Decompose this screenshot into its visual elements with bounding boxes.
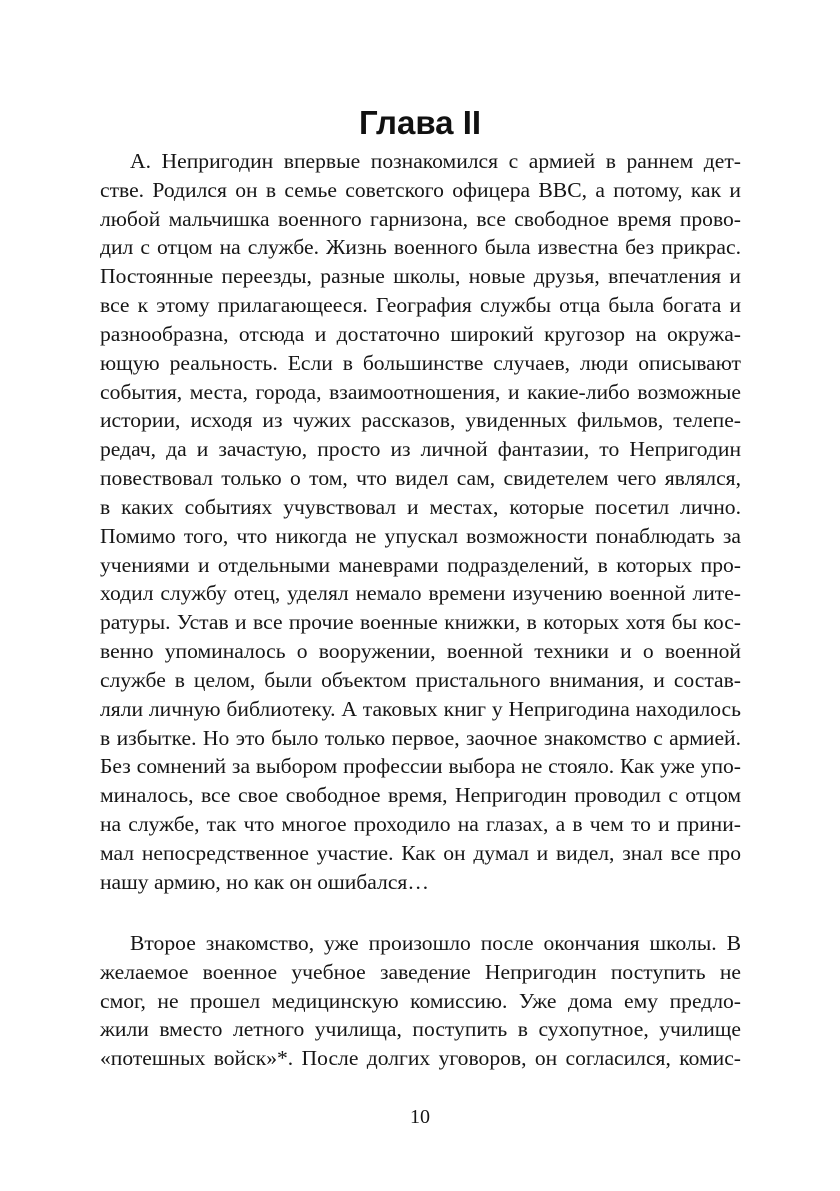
text-line: в каких событиях учувствовал и местах, которые посетил лично. bbox=[100, 494, 741, 519]
text-line: все к этому прилагающееся. География службы отца была богата и bbox=[100, 293, 741, 318]
paragraph-2 bbox=[100, 929, 741, 1073]
text-line: разнообразна, отсюда и достаточно широкий кругозор на окружа- bbox=[100, 321, 741, 346]
text-line: дил с отцом на службе. Жизнь военного была известна без прикрас. bbox=[100, 235, 741, 260]
text-line: желаемое военное учебное заведение Непригодин поступить не bbox=[100, 959, 741, 984]
text-line: нашу армию, но как он ошибался… bbox=[100, 869, 429, 894]
text-line: службе в целом, были объектом пристального внимания, и состав- bbox=[100, 667, 741, 692]
page-number: 10 bbox=[410, 1106, 430, 1128]
text-line: Второе знакомство, уже произошло после окончания школы. В bbox=[130, 931, 741, 955]
text-line: «потешных войск»*. После долгих уговоров, он согласился, комис- bbox=[100, 1046, 741, 1071]
paragraph-1 bbox=[100, 147, 741, 897]
text-line: повествовал только о том, что видел сам, свидетелем чего являлся, bbox=[100, 466, 741, 491]
text-line: А. Непригодин впервые познакомился с армией в раннем дет- bbox=[130, 149, 741, 173]
text-line: венно упоминалось о вооружении, военной техники и о военной bbox=[100, 639, 741, 664]
text-line: жили вместо летного училища, поступить в сухопутное, училище bbox=[100, 1017, 741, 1042]
text-line: в избытке. Но это было только первое, заочное знакомство с армией. bbox=[100, 725, 741, 750]
text-line: события, места, города, взаимоотношения, и какие-либо возможные bbox=[100, 379, 741, 404]
text-line: мал непосредственное участие. Как он думал и видел, знал все про bbox=[100, 840, 741, 865]
chapter-title: Глава II bbox=[358, 104, 482, 141]
text-line: Помимо того, что никогда не упускал возможности понаблюдать за bbox=[100, 523, 741, 548]
text-line: учениями и отдельными маневрами подразделений, в которых про- bbox=[100, 552, 741, 577]
text-line: редач, да и зачастую, просто из личной фантазии, то Непригодин bbox=[100, 437, 741, 462]
text-line: Постоянные переезды, разные школы, новые друзья, впечатления и bbox=[100, 264, 741, 289]
text-line: ходил службу отец, уделял немало времени изучению военной лите- bbox=[100, 581, 741, 606]
text-line: стве. Родился он в семье советского офицера ВВС, а потому, как и bbox=[100, 177, 741, 202]
text-line: смог, не прошел медицинскую комиссию. Уже дома ему предло- bbox=[100, 988, 741, 1013]
text-line: истории, исходя из чужих рассказов, увиденных фильмов, телепе- bbox=[100, 408, 741, 433]
text-line: на службе, так что многое проходило на глазах, а в чем то и прини- bbox=[100, 812, 741, 837]
text-line: ляли личную библиотеку. А таковых книг у Непригодина находилось bbox=[100, 696, 741, 721]
text-line: ратуры. Устав и все прочие военные книжки, в которых хотя бы кос- bbox=[100, 610, 741, 635]
text-line: любой мальчишка военного гарнизона, все свободное время прово- bbox=[100, 206, 741, 231]
text-line: миналось, все свое свободное время, Непригодин проводил с отцом bbox=[100, 783, 741, 808]
text-line: ющую реальность. Если в большинстве случаев, люди описывают bbox=[100, 350, 741, 375]
text-line: Без сомнений за выбором профессии выбора не стояло. Как уже упо- bbox=[100, 754, 741, 779]
